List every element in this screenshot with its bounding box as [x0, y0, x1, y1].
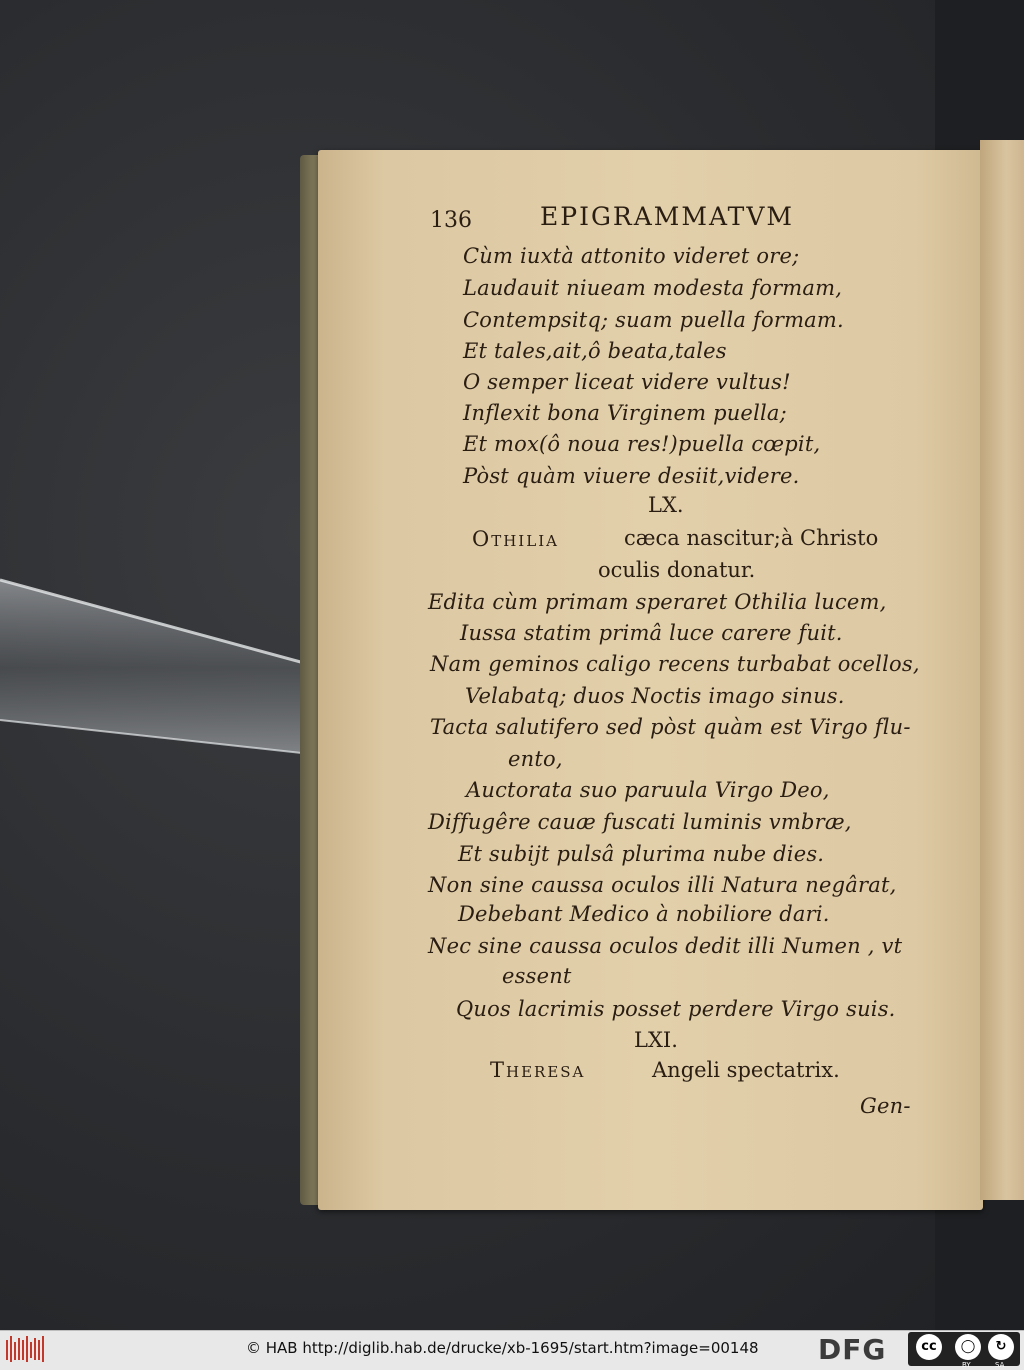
license-by-label: BY [962, 1361, 971, 1369]
verse-line: Nam geminos caligo recens turbabat ocellos, [430, 652, 920, 676]
verse-line: Velabatq; duos Noctis imago sinus. [465, 684, 845, 708]
verse-line: Et mox(ô noua res!)puella cœpit, [463, 432, 821, 456]
epigram-title: oculis donatur. [598, 558, 756, 582]
verse-line: Inflexit bona Virginem puella; [463, 401, 787, 425]
footer-credit-link[interactable]: © HAB http://diglib.hab.de/drucke/xb-1695/start.htm?image=00148 [246, 1339, 759, 1357]
epigram-title: cæca nascitur;à Christo [624, 526, 879, 550]
hab-barcode-logo [6, 1336, 46, 1362]
cc-icon: cc [916, 1334, 942, 1360]
facing-page [980, 140, 1024, 1200]
verse-line: Cùm iuxtà attonito videret ore; [463, 244, 800, 268]
by-icon: ◯ [955, 1334, 981, 1360]
page-number: 136 [430, 208, 472, 233]
epigram-title-name: Othilia [472, 527, 559, 551]
verse-line: O semper liceat videre vultus! [463, 370, 791, 394]
epigram-title: Angeli spectatrix. [652, 1058, 840, 1082]
verse-line: Edita cùm primam speraret Othilia lucem, [428, 590, 887, 614]
license-sa-label: SA [995, 1361, 1005, 1369]
verse-line: ento, [508, 747, 563, 771]
catchword: Gen- [860, 1094, 911, 1118]
epigram-numeral: LXI. [634, 1028, 678, 1052]
epigram-title-name: Theresa [490, 1058, 586, 1082]
verse-line: Contempsitq; suam puella formam. [463, 308, 844, 332]
verse-line: Pòst quàm viuere desiit,videre. [463, 464, 800, 488]
verse-line: Iussa statim primâ luce carere fuit. [460, 621, 843, 645]
verse-line: Nec sine caussa oculos dedit illi Numen , vt [428, 934, 903, 958]
verse-line: Diffugêre cauæ fuscati luminis vmbræ, [428, 810, 852, 834]
verse-line: Non sine caussa oculos illi Natura negârat, [428, 873, 897, 897]
verse-line: essent [502, 964, 572, 988]
verse-line: Et subijt pulsâ plurima nube dies. [458, 842, 825, 866]
verse-line: Tacta salutifero sed pòst quàm est Virgo flu- [430, 715, 911, 739]
verse-line: Et tales,ait,ô beata,tales [463, 339, 727, 363]
sa-icon: ↻ [988, 1334, 1014, 1360]
verse-line: Auctorata suo paruula Virgo Deo, [466, 778, 830, 802]
verse-line: Laudauit niueam modesta formam, [463, 276, 843, 300]
dfg-logo: DFG [818, 1333, 887, 1366]
epigram-numeral: LX. [648, 493, 684, 517]
running-head: EPIGRAMMATVM [540, 202, 795, 231]
verse-line: Debebant Medico à nobiliore dari. [458, 902, 830, 926]
verse-line: Quos lacrimis posset perdere Virgo suis. [456, 997, 896, 1021]
